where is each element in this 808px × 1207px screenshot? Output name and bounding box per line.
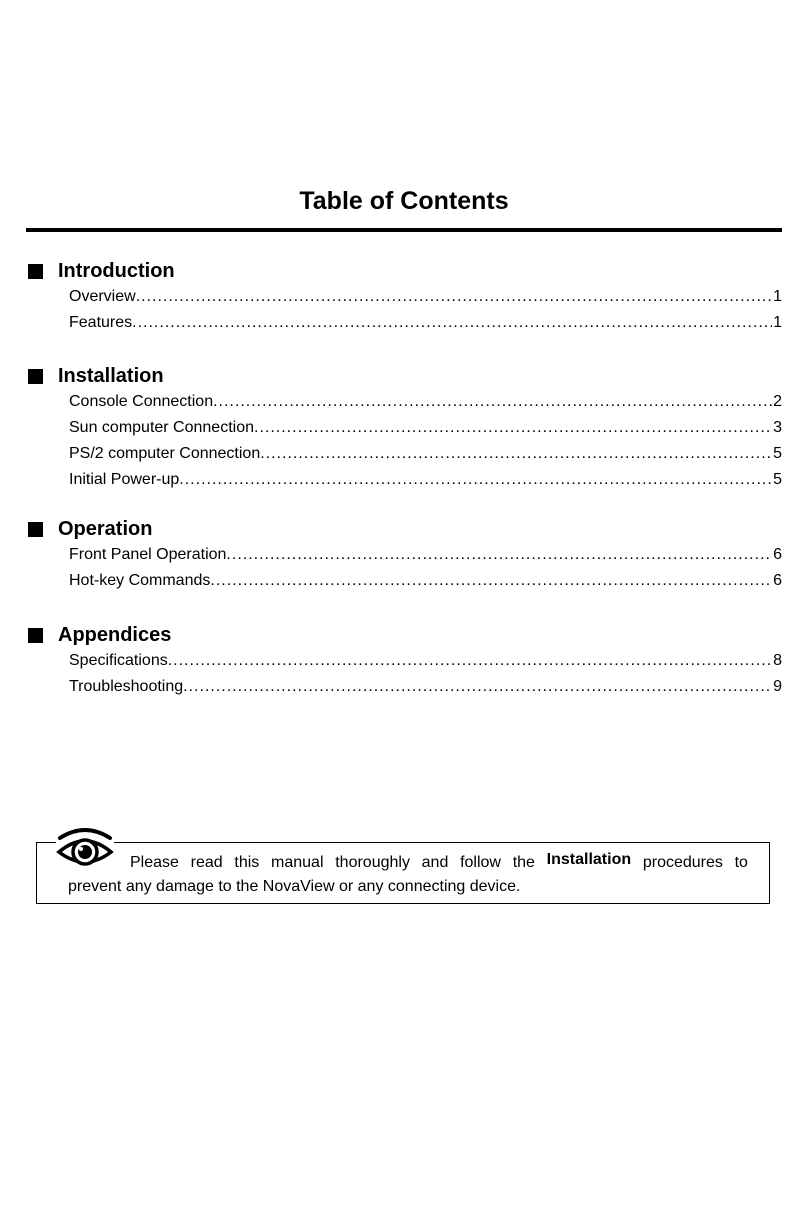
toc-entry-ps2-computer-connection[interactable] xyxy=(28,441,782,467)
toc-entry-list xyxy=(28,389,782,493)
toc-entry-sun-computer-connection[interactable] xyxy=(28,415,782,441)
notice-word: procedures xyxy=(642,854,723,871)
notice-word: this xyxy=(234,854,260,871)
toc-entry-label: Troubleshooting xyxy=(69,678,184,695)
toc-entry-page: 1 xyxy=(773,314,782,331)
notice-word: to xyxy=(734,854,748,871)
toc-entry-specifications[interactable] xyxy=(28,648,782,674)
toc-entry-label: Hot-key Commands xyxy=(69,572,211,589)
dot-leader xyxy=(183,674,772,700)
page-title: Table of Contents xyxy=(299,187,509,215)
dot-leader xyxy=(179,467,772,493)
toc-section-appendices xyxy=(28,622,782,700)
toc-entry-front-panel-operation[interactable] xyxy=(28,542,782,568)
toc-entry-overview[interactable] xyxy=(28,284,782,310)
notice-line-1 xyxy=(68,851,748,875)
toc-entry-list xyxy=(28,284,782,336)
notice-word: manual xyxy=(271,854,324,871)
notice-line-2: prevent any damage to the NovaView or any connecting device. xyxy=(68,878,521,895)
square-bullet-icon xyxy=(28,264,43,279)
notice-word: thoroughly xyxy=(335,854,410,871)
toc-entry-label: PS/2 computer Connection xyxy=(69,445,261,462)
notice-emphasis: Installation xyxy=(546,851,632,868)
section-heading-text: Appendices xyxy=(58,623,172,646)
toc-entry-troubleshooting[interactable] xyxy=(28,674,782,700)
dot-leader xyxy=(136,284,772,310)
section-heading-text: Operation xyxy=(58,517,153,540)
toc-entry-label: Front Panel Operation xyxy=(69,546,227,563)
toc-entry-features[interactable] xyxy=(28,310,782,336)
toc-entry-list xyxy=(28,648,782,700)
toc-entry-label: Features xyxy=(69,314,133,331)
square-bullet-icon xyxy=(28,628,43,643)
toc-entry-label: Sun computer Connection xyxy=(69,419,254,436)
dot-leader xyxy=(226,542,772,568)
toc-entry-console-connection[interactable] xyxy=(28,389,782,415)
notice-word: follow xyxy=(460,854,501,871)
toc-entry-page: 1 xyxy=(773,288,782,305)
toc-entry-label: Specifications xyxy=(69,652,168,669)
section-heading xyxy=(28,516,782,542)
notice-word: read xyxy=(190,854,223,871)
notice-word: Please xyxy=(130,854,179,871)
section-heading xyxy=(28,363,782,389)
toc-entry-page: 2 xyxy=(773,393,782,410)
square-bullet-icon xyxy=(28,522,43,537)
dot-leader xyxy=(168,648,772,674)
notice-text xyxy=(68,851,748,899)
toc-entry-list xyxy=(28,542,782,594)
dot-leader xyxy=(254,415,772,441)
toc-section-operation xyxy=(28,516,782,594)
dot-leader xyxy=(210,568,772,594)
section-heading xyxy=(28,258,782,284)
notice-word: and xyxy=(421,854,449,871)
dot-leader xyxy=(213,389,772,415)
dot-leader xyxy=(260,441,772,467)
toc-entry-page: 5 xyxy=(773,471,782,488)
toc-section-installation xyxy=(28,363,782,493)
section-heading-text: Installation xyxy=(58,364,164,387)
toc-entry-initial-power-up[interactable] xyxy=(28,467,782,493)
toc-entry-label: Console Connection xyxy=(69,393,214,410)
section-heading-text: Introduction xyxy=(58,259,175,282)
toc-entry-label: Overview xyxy=(69,288,136,305)
toc-entry-page: 5 xyxy=(773,445,782,462)
toc-entry-hot-key-commands[interactable] xyxy=(28,568,782,594)
toc-entry-page: 8 xyxy=(773,652,782,669)
title-divider xyxy=(26,228,782,232)
toc-entry-page: 3 xyxy=(773,419,782,436)
toc-entry-page: 6 xyxy=(773,572,782,589)
toc-entry-page: 9 xyxy=(773,678,782,695)
section-heading xyxy=(28,622,782,648)
toc-section-introduction xyxy=(28,258,782,336)
toc-entry-page: 6 xyxy=(773,546,782,563)
toc-entry-label: Initial Power-up xyxy=(69,471,180,488)
square-bullet-icon xyxy=(28,369,43,384)
dot-leader xyxy=(132,310,772,336)
notice-word: the xyxy=(512,854,535,871)
